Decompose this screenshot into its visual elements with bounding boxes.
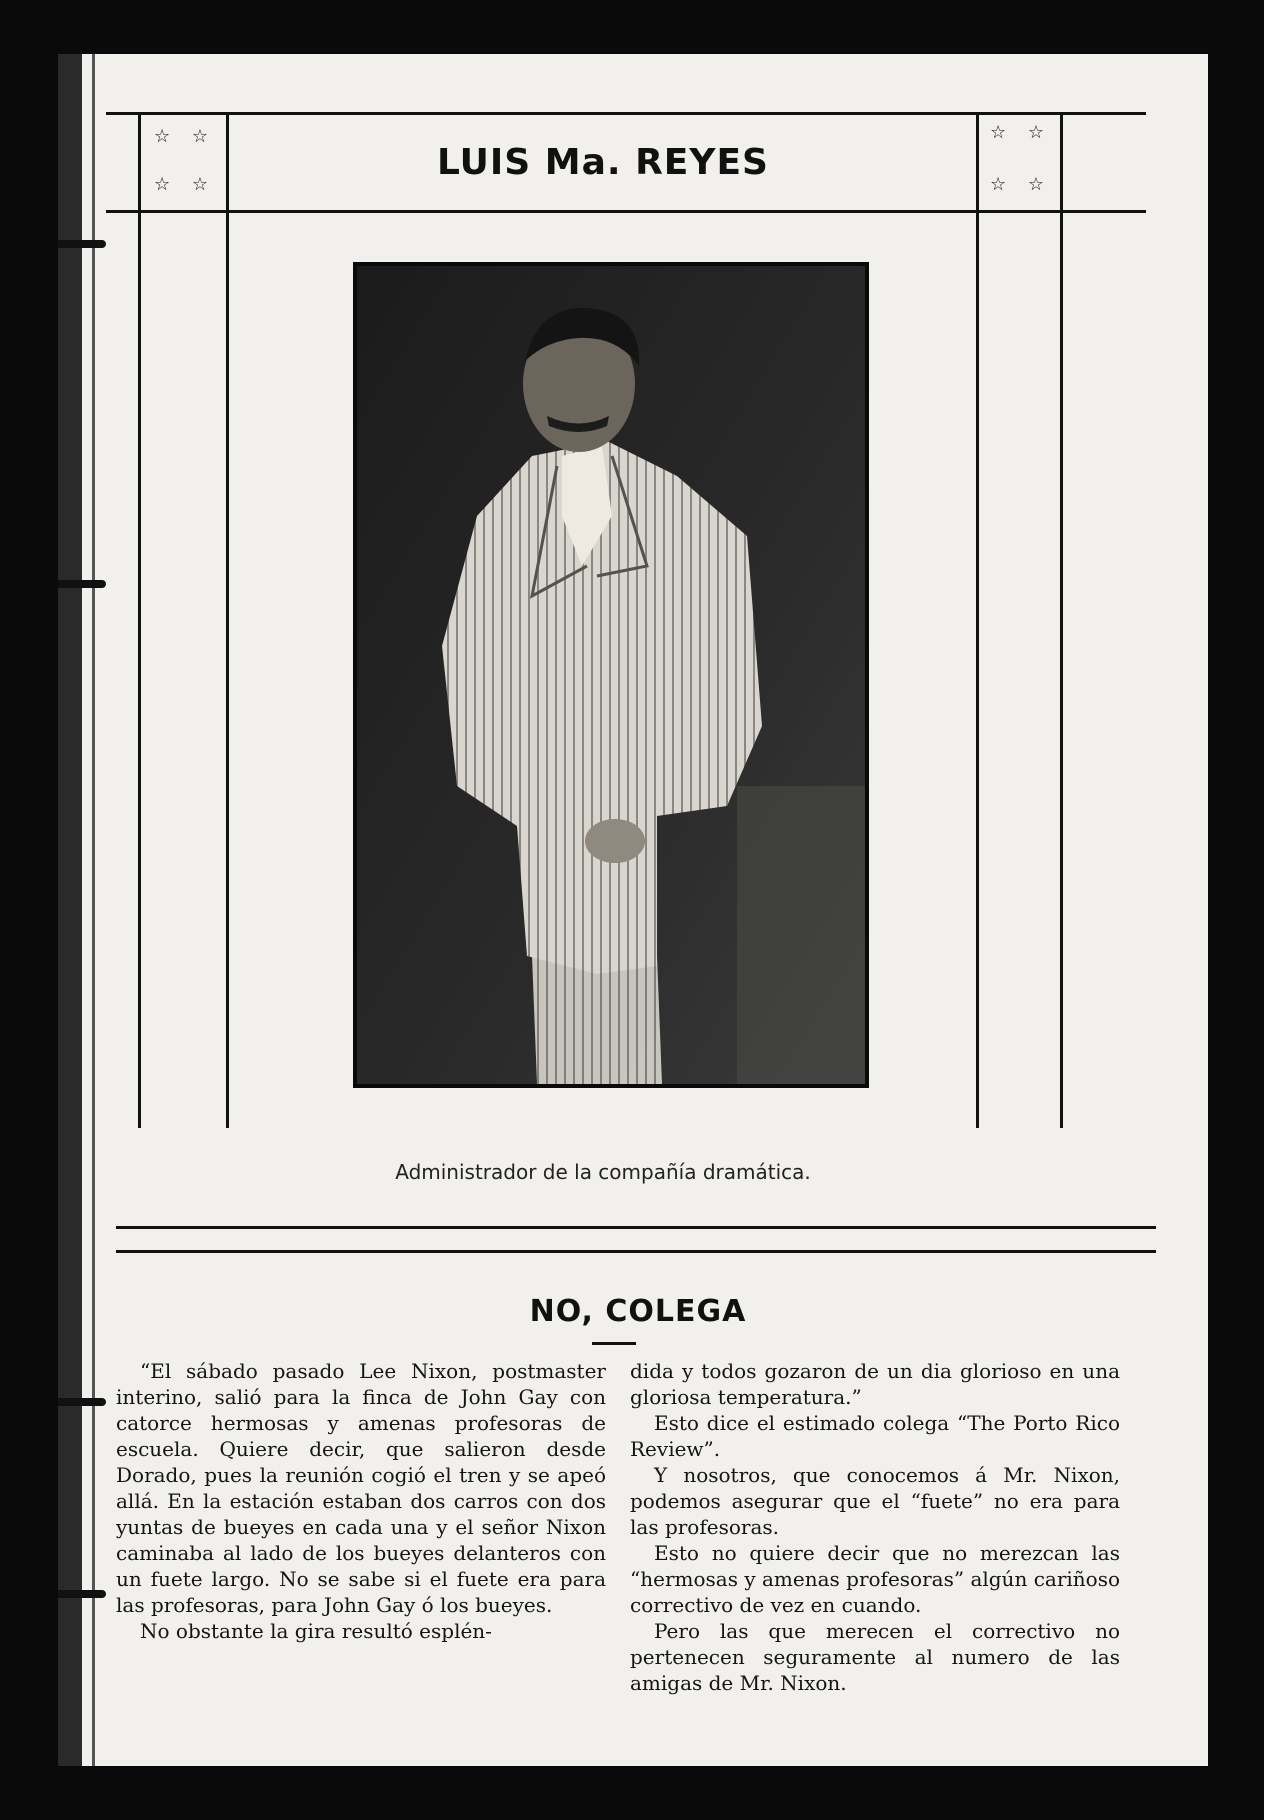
star-ornament: ☆ ☆ — [990, 174, 1052, 195]
frame-left-outer — [138, 112, 141, 1128]
header-bottom-rule — [106, 210, 1146, 213]
frame-right-outer — [1060, 112, 1063, 1128]
paragraph: No obstante la gira resultó esplén- — [140, 1619, 492, 1643]
paragraph: dida y todos gozaron de un dia glorioso en una gloriosa temperatura.” — [630, 1359, 1120, 1409]
paragraph: Pero las que merecen el correctivo no pertenecen seguramente al numero de las amigas de Mr. Nixon. — [630, 1619, 1120, 1695]
binding-spine — [58, 54, 82, 1766]
paragraph: Y nosotros, que conocemos á Mr. Nixon, podemos asegurar que el “fuete” no era para las profesoras. — [630, 1463, 1120, 1539]
magazine-page — [58, 54, 1208, 1766]
binding-stitch — [58, 1398, 106, 1406]
article-heading: NO, COLEGA — [529, 1294, 747, 1329]
binding-stitch — [58, 1590, 106, 1598]
page-title: LUIS Ma. REYES — [437, 142, 769, 183]
frame-right-inner — [976, 112, 979, 1128]
photo-caption: Administrador de la compañía dramática. — [395, 1160, 811, 1184]
star-ornament: ☆ ☆ — [990, 122, 1052, 143]
article-column-left — [116, 1358, 606, 1644]
section-divider-rule — [116, 1250, 1156, 1253]
binding-stitch — [58, 580, 106, 588]
frame-bottom-rule — [116, 1226, 1156, 1229]
top-rule — [106, 112, 1146, 115]
binding-line — [92, 54, 95, 1766]
paragraph: “El sábado pasado Lee Nixon, postmaster interino, salió para la finca de John Gay con catorce hermosas y amenas profesoras de escuela. Quiere decir, que salieron desde Dorado, pues la reunión cogió el tren y se apeó allá. En la estación estaban dos carros con dos yuntas de bueyes en cada una y el señor Nixon caminaba al lado de los bueyes delanteros con un fuete largo. No se sabe si el fuete era para las profesoras, para John Gay ó los bueyes. — [116, 1359, 606, 1617]
portrait-photo — [353, 262, 869, 1088]
frame-left-inner — [226, 112, 229, 1128]
paragraph: Esto dice el estimado colega “The Porto Rico Review”. — [630, 1411, 1120, 1461]
paragraph: Esto no quiere decir que no merezcan las “hermosas y amenas profesoras” algún cariñoso correctivo de vez en cuando. — [630, 1541, 1120, 1617]
binding-stitch — [58, 240, 106, 248]
star-ornament: ☆ ☆ — [154, 126, 216, 147]
article-column-right — [630, 1358, 1120, 1696]
star-ornament: ☆ ☆ — [154, 174, 216, 195]
portrait-image — [357, 266, 865, 1084]
heading-underline — [592, 1342, 636, 1345]
